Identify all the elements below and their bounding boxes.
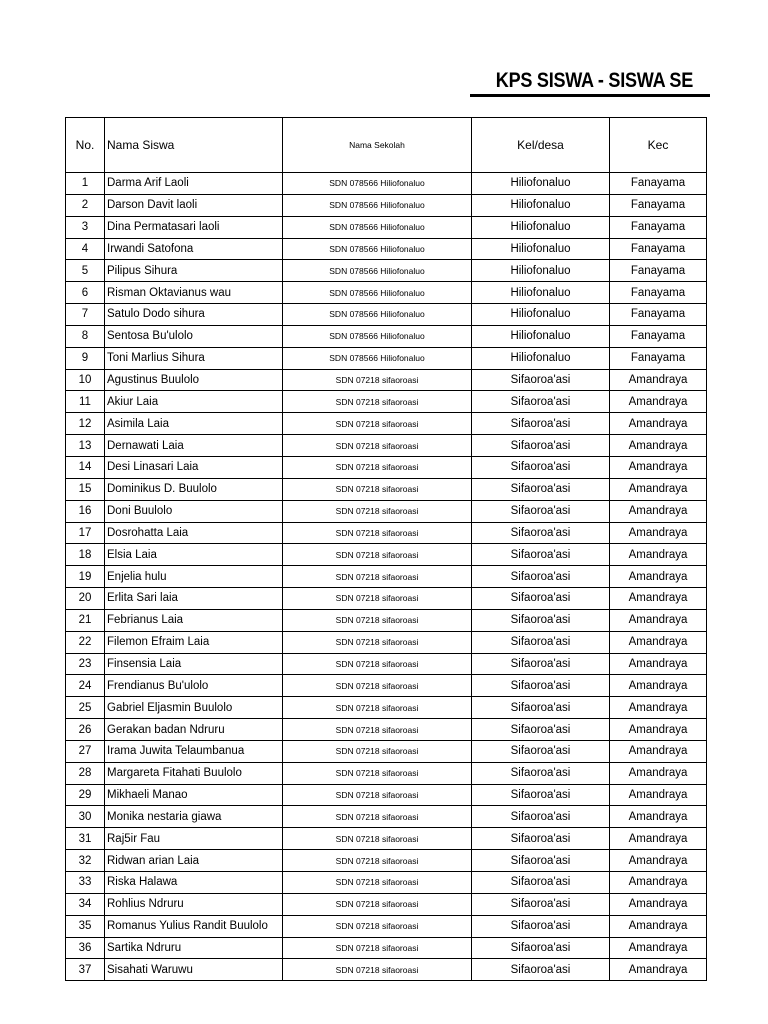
school-name: SDN 078566 Hiliofonaluo [283, 216, 472, 238]
village-name: Hiliofonaluo [472, 238, 610, 260]
district-name: Fanayama [610, 216, 707, 238]
table-row [66, 173, 707, 195]
table-row [66, 850, 707, 872]
school-name: SDN 07218 sifaoroasi [283, 413, 472, 435]
district-name: Fanayama [610, 325, 707, 347]
student-name: Pilipus Sihura [105, 260, 283, 282]
row-number: 3 [66, 216, 105, 238]
village-name: Sifaoroa'asi [472, 456, 610, 478]
row-number: 13 [66, 435, 105, 457]
village-name: Sifaoroa'asi [472, 915, 610, 937]
table-row [66, 347, 707, 369]
header-no: No. [66, 118, 105, 173]
village-name: Sifaoroa'asi [472, 675, 610, 697]
table-row [66, 566, 707, 588]
student-name: Frendianus Bu'ulolo [105, 675, 283, 697]
district-name: Amandraya [610, 872, 707, 894]
student-name: Dernawati Laia [105, 435, 283, 457]
table-row [66, 260, 707, 282]
table-row [66, 369, 707, 391]
table-row [66, 937, 707, 959]
village-name: Sifaoroa'asi [472, 850, 610, 872]
district-name: Amandraya [610, 828, 707, 850]
school-name: SDN 07218 sifaoroasi [283, 915, 472, 937]
row-number: 22 [66, 631, 105, 653]
village-name: Sifaoroa'asi [472, 937, 610, 959]
student-name: Akiur Laia [105, 391, 283, 413]
row-number: 6 [66, 282, 105, 304]
district-name: Fanayama [610, 194, 707, 216]
table-row [66, 282, 707, 304]
district-name: Amandraya [610, 959, 707, 981]
district-name: Amandraya [610, 653, 707, 675]
student-name: Dina Permatasari laoli [105, 216, 283, 238]
table-row [66, 893, 707, 915]
school-name: SDN 07218 sifaoroasi [283, 478, 472, 500]
district-name: Amandraya [610, 522, 707, 544]
row-number: 15 [66, 478, 105, 500]
village-name: Sifaoroa'asi [472, 740, 610, 762]
school-name: SDN 078566 Hiliofonaluo [283, 173, 472, 195]
row-number: 20 [66, 588, 105, 610]
header-kel: Kel/desa [472, 118, 610, 173]
table-row [66, 828, 707, 850]
row-number: 34 [66, 893, 105, 915]
village-name: Sifaoroa'asi [472, 719, 610, 741]
row-number: 26 [66, 719, 105, 741]
row-number: 21 [66, 609, 105, 631]
row-number: 17 [66, 522, 105, 544]
table-row [66, 194, 707, 216]
district-name: Amandraya [610, 369, 707, 391]
school-name: SDN 07218 sifaoroasi [283, 784, 472, 806]
school-name: SDN 078566 Hiliofonaluo [283, 238, 472, 260]
row-number: 14 [66, 456, 105, 478]
school-name: SDN 07218 sifaoroasi [283, 719, 472, 741]
district-name: Amandraya [610, 675, 707, 697]
school-name: SDN 07218 sifaoroasi [283, 762, 472, 784]
row-number: 30 [66, 806, 105, 828]
village-name: Hiliofonaluo [472, 260, 610, 282]
school-name: SDN 07218 sifaoroasi [283, 828, 472, 850]
student-name: Doni Buulolo [105, 500, 283, 522]
table-row [66, 435, 707, 457]
school-name: SDN 07218 sifaoroasi [283, 675, 472, 697]
district-name: Amandraya [610, 435, 707, 457]
village-name: Sifaoroa'asi [472, 588, 610, 610]
row-number: 12 [66, 413, 105, 435]
district-name: Amandraya [610, 806, 707, 828]
student-name: Agustinus Buulolo [105, 369, 283, 391]
student-name: Margareta Fitahati Buulolo [105, 762, 283, 784]
school-name: SDN 078566 Hiliofonaluo [283, 194, 472, 216]
school-name: SDN 07218 sifaoroasi [283, 435, 472, 457]
row-number: 10 [66, 369, 105, 391]
district-name: Amandraya [610, 784, 707, 806]
village-name: Hiliofonaluo [472, 216, 610, 238]
student-name: Raj5ir Fau [105, 828, 283, 850]
student-name: Dominikus D. Buulolo [105, 478, 283, 500]
school-name: SDN 07218 sifaoroasi [283, 609, 472, 631]
header-kec: Kec [610, 118, 707, 173]
village-name: Sifaoroa'asi [472, 893, 610, 915]
table-row [66, 413, 707, 435]
student-name: Febrianus Laia [105, 609, 283, 631]
district-name: Amandraya [610, 413, 707, 435]
district-name: Fanayama [610, 304, 707, 326]
village-name: Sifaoroa'asi [472, 500, 610, 522]
district-name: Amandraya [610, 456, 707, 478]
row-number: 23 [66, 653, 105, 675]
district-name: Amandraya [610, 893, 707, 915]
district-name: Amandraya [610, 762, 707, 784]
row-number: 2 [66, 194, 105, 216]
school-name: SDN 07218 sifaoroasi [283, 850, 472, 872]
district-name: Fanayama [610, 347, 707, 369]
table-body [66, 173, 707, 981]
student-name: Risman Oktavianus wau [105, 282, 283, 304]
row-number: 37 [66, 959, 105, 981]
school-name: SDN 07218 sifaoroasi [283, 500, 472, 522]
header-name: Nama Siswa [105, 118, 283, 173]
district-name: Amandraya [610, 937, 707, 959]
district-name: Fanayama [610, 282, 707, 304]
district-name: Amandraya [610, 719, 707, 741]
student-name: Filemon Efraim Laia [105, 631, 283, 653]
row-number: 25 [66, 697, 105, 719]
row-number: 9 [66, 347, 105, 369]
row-number: 19 [66, 566, 105, 588]
student-name: Gabriel Eljasmin Buulolo [105, 697, 283, 719]
table-row [66, 216, 707, 238]
table-row [66, 391, 707, 413]
village-name: Sifaoroa'asi [472, 369, 610, 391]
row-number: 7 [66, 304, 105, 326]
row-number: 31 [66, 828, 105, 850]
table-row [66, 238, 707, 260]
student-name: Erlita Sari laia [105, 588, 283, 610]
table-row [66, 806, 707, 828]
school-name: SDN 07218 sifaoroasi [283, 653, 472, 675]
row-number: 1 [66, 173, 105, 195]
table-row [66, 478, 707, 500]
village-name: Sifaoroa'asi [472, 478, 610, 500]
district-name: Amandraya [610, 631, 707, 653]
school-name: SDN 07218 sifaoroasi [283, 872, 472, 894]
row-number: 5 [66, 260, 105, 282]
village-name: Sifaoroa'asi [472, 762, 610, 784]
school-name: SDN 078566 Hiliofonaluo [283, 282, 472, 304]
district-name: Amandraya [610, 740, 707, 762]
school-name: SDN 07218 sifaoroasi [283, 893, 472, 915]
student-name: Monika nestaria giawa [105, 806, 283, 828]
table-row [66, 588, 707, 610]
school-name: SDN 078566 Hiliofonaluo [283, 325, 472, 347]
student-name: Sisahati Waruwu [105, 959, 283, 981]
student-name: Darma Arif Laoli [105, 173, 283, 195]
district-name: Amandraya [610, 850, 707, 872]
table-row [66, 959, 707, 981]
student-name: Sentosa Bu'ulolo [105, 325, 283, 347]
district-name: Amandraya [610, 500, 707, 522]
village-name: Sifaoroa'asi [472, 631, 610, 653]
school-name: SDN 07218 sifaoroasi [283, 740, 472, 762]
district-name: Amandraya [610, 391, 707, 413]
student-table [65, 117, 707, 981]
row-number: 24 [66, 675, 105, 697]
table-row [66, 719, 707, 741]
school-name: SDN 07218 sifaoroasi [283, 544, 472, 566]
village-name: Sifaoroa'asi [472, 544, 610, 566]
table-row [66, 304, 707, 326]
student-name: Rohlius Ndruru [105, 893, 283, 915]
student-name: Romanus Yulius Randit Buulolo [105, 915, 283, 937]
village-name: Sifaoroa'asi [472, 828, 610, 850]
district-name: Amandraya [610, 915, 707, 937]
village-name: Sifaoroa'asi [472, 566, 610, 588]
village-name: Sifaoroa'asi [472, 872, 610, 894]
village-name: Sifaoroa'asi [472, 697, 610, 719]
title-underline [470, 94, 710, 97]
table-row [66, 631, 707, 653]
table-row [66, 675, 707, 697]
student-name: Darson Davit laoli [105, 194, 283, 216]
student-name: Satulo Dodo sihura [105, 304, 283, 326]
row-number: 35 [66, 915, 105, 937]
row-number: 11 [66, 391, 105, 413]
table-row [66, 522, 707, 544]
table-row [66, 784, 707, 806]
school-name: SDN 078566 Hiliofonaluo [283, 304, 472, 326]
school-name: SDN 07218 sifaoroasi [283, 566, 472, 588]
row-number: 18 [66, 544, 105, 566]
table-row [66, 609, 707, 631]
table-row [66, 500, 707, 522]
school-name: SDN 078566 Hiliofonaluo [283, 260, 472, 282]
district-name: Amandraya [610, 478, 707, 500]
school-name: SDN 07218 sifaoroasi [283, 588, 472, 610]
table-row [66, 740, 707, 762]
village-name: Sifaoroa'asi [472, 413, 610, 435]
village-name: Sifaoroa'asi [472, 435, 610, 457]
school-name: SDN 07218 sifaoroasi [283, 456, 472, 478]
school-name: SDN 07218 sifaoroasi [283, 631, 472, 653]
village-name: Sifaoroa'asi [472, 806, 610, 828]
school-name: SDN 07218 sifaoroasi [283, 522, 472, 544]
student-name: Enjelia hulu [105, 566, 283, 588]
village-name: Hiliofonaluo [472, 194, 610, 216]
district-name: Amandraya [610, 697, 707, 719]
row-number: 32 [66, 850, 105, 872]
village-name: Hiliofonaluo [472, 304, 610, 326]
district-name: Amandraya [610, 588, 707, 610]
village-name: Hiliofonaluo [472, 347, 610, 369]
school-name: SDN 07218 sifaoroasi [283, 697, 472, 719]
table-row [66, 762, 707, 784]
table-row [66, 456, 707, 478]
row-number: 16 [66, 500, 105, 522]
row-number: 8 [66, 325, 105, 347]
document-title-wrap [470, 66, 710, 96]
header-school: Nama Sekolah [283, 118, 472, 173]
student-name: Irwandi Satofona [105, 238, 283, 260]
student-name: Desi Linasari Laia [105, 456, 283, 478]
student-name: Riska Halawa [105, 872, 283, 894]
row-number: 33 [66, 872, 105, 894]
village-name: Sifaoroa'asi [472, 784, 610, 806]
table-row [66, 653, 707, 675]
row-number: 4 [66, 238, 105, 260]
table-row [66, 915, 707, 937]
student-name: Ridwan arian Laia [105, 850, 283, 872]
village-name: Sifaoroa'asi [472, 609, 610, 631]
student-name: Dosrohatta Laia [105, 522, 283, 544]
student-name: Irama Juwita Telaumbanua [105, 740, 283, 762]
district-name: Fanayama [610, 238, 707, 260]
document-title: KPS SISWA - SISWA SE [495, 69, 694, 92]
village-name: Sifaoroa'asi [472, 959, 610, 981]
table-row [66, 697, 707, 719]
village-name: Hiliofonaluo [472, 173, 610, 195]
row-number: 27 [66, 740, 105, 762]
district-name: Fanayama [610, 173, 707, 195]
school-name: SDN 07218 sifaoroasi [283, 959, 472, 981]
student-name: Asimila Laia [105, 413, 283, 435]
table-row [66, 325, 707, 347]
district-name: Amandraya [610, 544, 707, 566]
village-name: Hiliofonaluo [472, 282, 610, 304]
row-number: 36 [66, 937, 105, 959]
school-name: SDN 07218 sifaoroasi [283, 806, 472, 828]
table-header-row [66, 118, 707, 173]
row-number: 28 [66, 762, 105, 784]
table-row [66, 544, 707, 566]
village-name: Hiliofonaluo [472, 325, 610, 347]
village-name: Sifaoroa'asi [472, 391, 610, 413]
student-name: Toni Marlius Sihura [105, 347, 283, 369]
village-name: Sifaoroa'asi [472, 653, 610, 675]
student-name: Finsensia Laia [105, 653, 283, 675]
district-name: Amandraya [610, 566, 707, 588]
district-name: Fanayama [610, 260, 707, 282]
school-name: SDN 07218 sifaoroasi [283, 369, 472, 391]
village-name: Sifaoroa'asi [472, 522, 610, 544]
student-name: Sartika Ndruru [105, 937, 283, 959]
school-name: SDN 07218 sifaoroasi [283, 937, 472, 959]
table-row [66, 872, 707, 894]
student-name: Mikhaeli Manao [105, 784, 283, 806]
school-name: SDN 078566 Hiliofonaluo [283, 347, 472, 369]
school-name: SDN 07218 sifaoroasi [283, 391, 472, 413]
district-name: Amandraya [610, 609, 707, 631]
student-name: Gerakan badan Ndruru [105, 719, 283, 741]
row-number: 29 [66, 784, 105, 806]
student-name: Elsia Laia [105, 544, 283, 566]
